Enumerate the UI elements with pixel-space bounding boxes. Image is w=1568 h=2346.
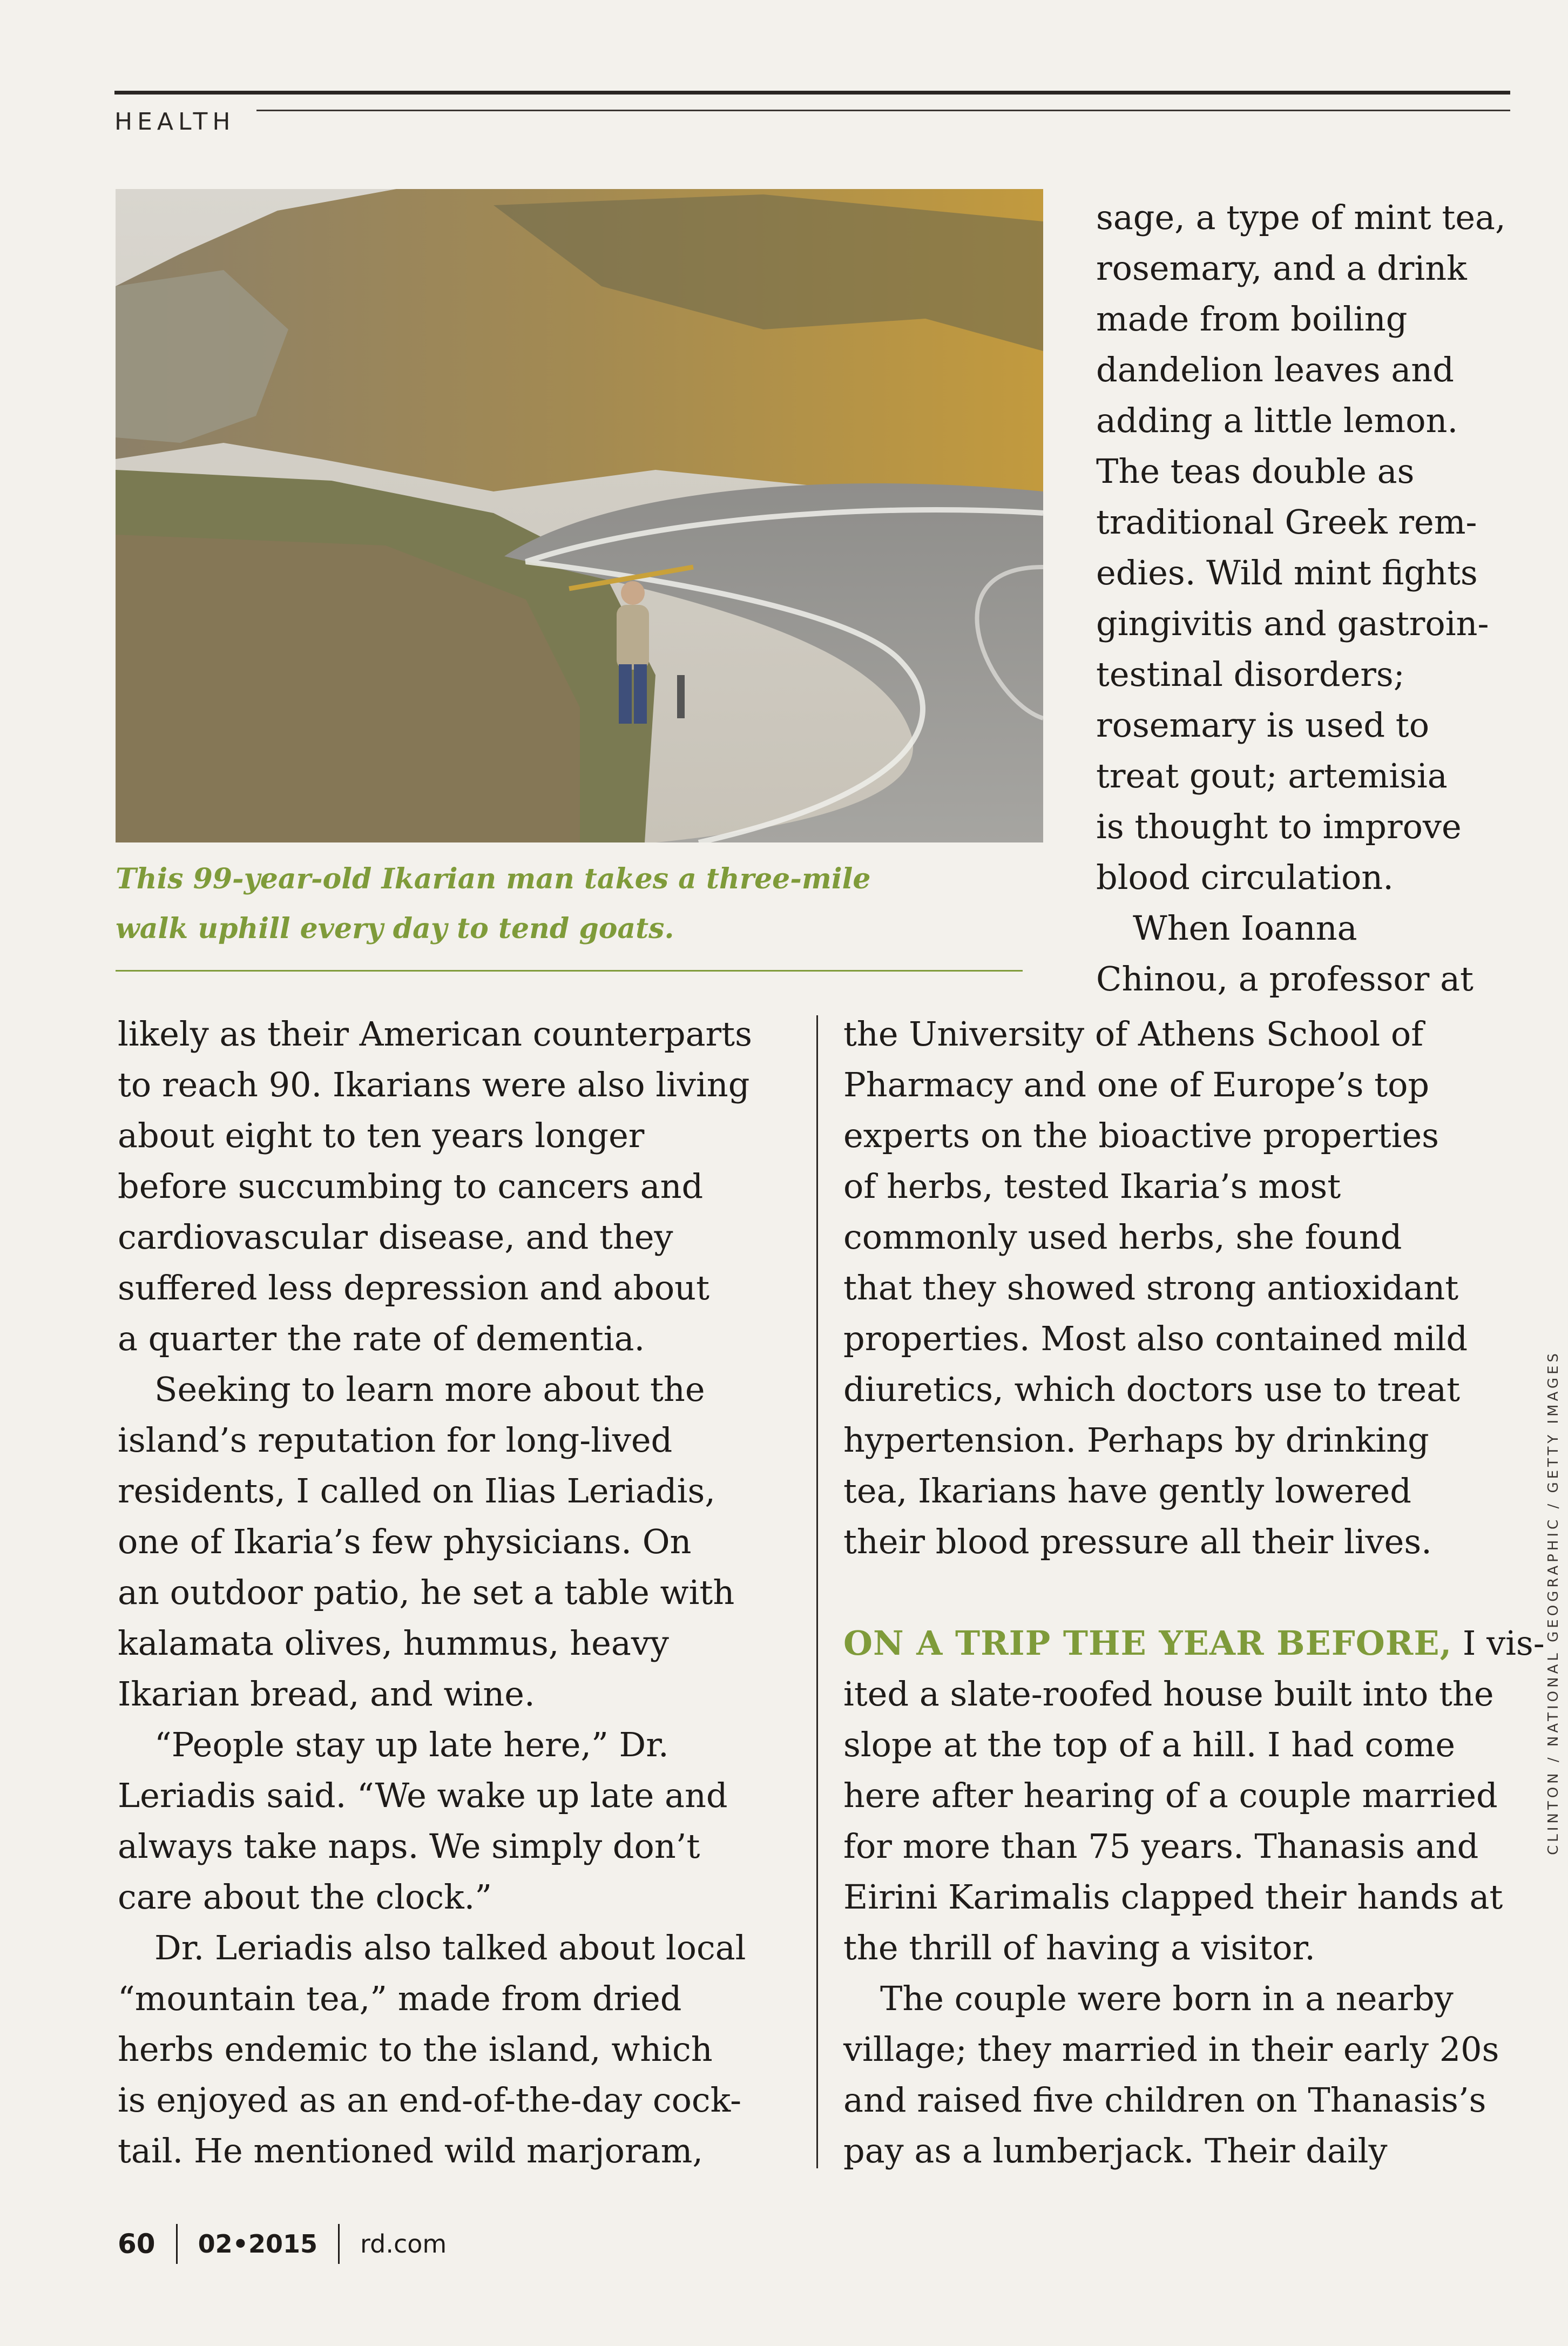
text-line: testinal disorders; (1096, 655, 1405, 694)
caption-rule (116, 970, 1023, 972)
footer-divider (338, 2224, 340, 2264)
text-line: Dr. Leriadis also talked about local (154, 1928, 746, 1967)
text-line: the University of Athens School of (843, 1014, 1424, 1054)
footer-divider (176, 2224, 178, 2264)
caption-line: walk uphill every day to tend goats. (116, 912, 674, 945)
text-line: experts on the bioactive properties (843, 1116, 1439, 1155)
text-line: commonly used herbs, she found (843, 1217, 1402, 1257)
text-line: Ikarian bread, and wine. (118, 1674, 535, 1714)
text-line: island’s reputation for long-lived (118, 1420, 673, 1460)
text-line: of herbs, tested Ikaria’s most (843, 1167, 1341, 1206)
text-line: “People stay up late here,” Dr. (154, 1725, 669, 1764)
text-line: to reach 90. Ikarians were also living (118, 1065, 750, 1104)
text-line: Seeking to learn more about the (154, 1370, 705, 1409)
text-line: cardiovascular disease, and they (118, 1217, 673, 1257)
text-line: their blood pressure all their lives. (843, 1522, 1432, 1561)
text-line: hypertension. Perhaps by drinking (843, 1420, 1429, 1460)
site-link[interactable]: rd.com (360, 2229, 447, 2259)
text-line: blood circulation. (1096, 858, 1394, 897)
text-line: When Ioanna (1133, 908, 1357, 948)
text-line: suffered less depression and about (118, 1268, 710, 1307)
text-line: Chinou, a professor at (1096, 959, 1474, 999)
text-line: here after hearing of a couple married (843, 1776, 1498, 1815)
left-column (118, 1009, 752, 2176)
text-line: tail. He mentioned wild marjoram, (118, 2131, 704, 2170)
section-lead-line (843, 1618, 1545, 1669)
text-line: diuretics, which doctors use to treat (843, 1370, 1461, 1409)
text-line: that they showed strong antioxidant (843, 1268, 1459, 1307)
header-subrule (256, 110, 1510, 111)
text-line: traditional Greek rem- (1096, 502, 1477, 542)
photo-credit: CLINTON / NATIONAL GEOGRAPHIC / GETTY IMAGES (1545, 1350, 1562, 1855)
right-column (843, 1009, 1545, 2176)
text-line: rosemary, and a drink (1096, 248, 1467, 288)
text-line: ited a slate-roofed house built into the (843, 1674, 1494, 1714)
text-line: edies. Wild mint fights (1096, 553, 1478, 592)
text-line: before succumbing to cancers and (118, 1167, 704, 1206)
column-divider (816, 1015, 818, 2168)
text-line: rosemary is used to (1096, 705, 1430, 745)
section-label: HEALTH (114, 108, 235, 136)
text-line: kalamata olives, hummus, heavy (118, 1623, 669, 1663)
text-line: dandelion leaves and (1096, 350, 1454, 389)
text-line: care about the clock.” (118, 1877, 492, 1917)
text-line: the thrill of having a visitor. (843, 1928, 1315, 1967)
text-line: one of Ikaria’s few physicians. On (118, 1522, 692, 1561)
text-line: residents, I called on Ilias Leriadis, (118, 1471, 716, 1511)
photo-illustration (116, 189, 1043, 842)
text-line: and raised five children on Thanasis’s (843, 2080, 1486, 2120)
spacer-line (843, 1567, 1545, 1618)
text-line: an outdoor patio, he set a table with (118, 1573, 735, 1612)
caption-line: This 99-year-old Ikarian man takes a three-mile (116, 862, 871, 895)
text-line: adding a little lemon. (1096, 401, 1458, 440)
text-line: The teas double as (1096, 451, 1415, 491)
text-line: a quarter the rate of dementia. (118, 1319, 645, 1358)
photo-caption (116, 854, 1001, 954)
text-line: Eirini Karimalis clapped their hands at (843, 1877, 1503, 1917)
text-line: properties. Most also contained mild (843, 1319, 1468, 1358)
article-photo (116, 189, 1043, 842)
text-line: made from boiling (1096, 299, 1408, 339)
text-line: The couple were born in a nearby (880, 1979, 1454, 2018)
text-line: always take naps. We simply don’t (118, 1826, 700, 1866)
page-number: 60 (118, 2228, 156, 2260)
text-line: sage, a type of mint tea, (1096, 198, 1506, 237)
right-column-top (1096, 192, 1506, 1005)
text-line: slope at the top of a hill. I had come (843, 1725, 1456, 1764)
text-line: is thought to improve (1096, 807, 1462, 846)
text-line: gingivitis and gastroin- (1096, 604, 1489, 643)
text-line: tea, Ikarians have gently lowered (843, 1471, 1411, 1511)
text-line: pay as a lumberjack. Their daily (843, 2131, 1388, 2170)
text-line: for more than 75 years. Thanasis and (843, 1826, 1479, 1866)
text-line: likely as their American counterparts (118, 1014, 752, 1054)
text-line: about eight to ten years longer (118, 1116, 645, 1155)
text-line: treat gout; artemisia (1096, 756, 1448, 796)
section-lead-rest: I vis- (1452, 1623, 1545, 1663)
page-footer (118, 2222, 447, 2266)
text-line: Pharmacy and one of Europe’s top (843, 1065, 1430, 1104)
section-lead-in: ON A TRIP THE YEAR BEFORE, (843, 1623, 1452, 1663)
text-line: is enjoyed as an end-of-the-day cock- (118, 2080, 742, 2120)
text-line: Leriadis said. “We wake up late and (118, 1776, 728, 1815)
header-rule (114, 91, 1510, 95)
text-line: village; they married in their early 20s (843, 2030, 1499, 2069)
text-line: herbs endemic to the island, which (118, 2030, 713, 2069)
issue-date: 02•2015 (198, 2229, 318, 2259)
text-line: “mountain tea,” made from dried (118, 1979, 682, 2018)
